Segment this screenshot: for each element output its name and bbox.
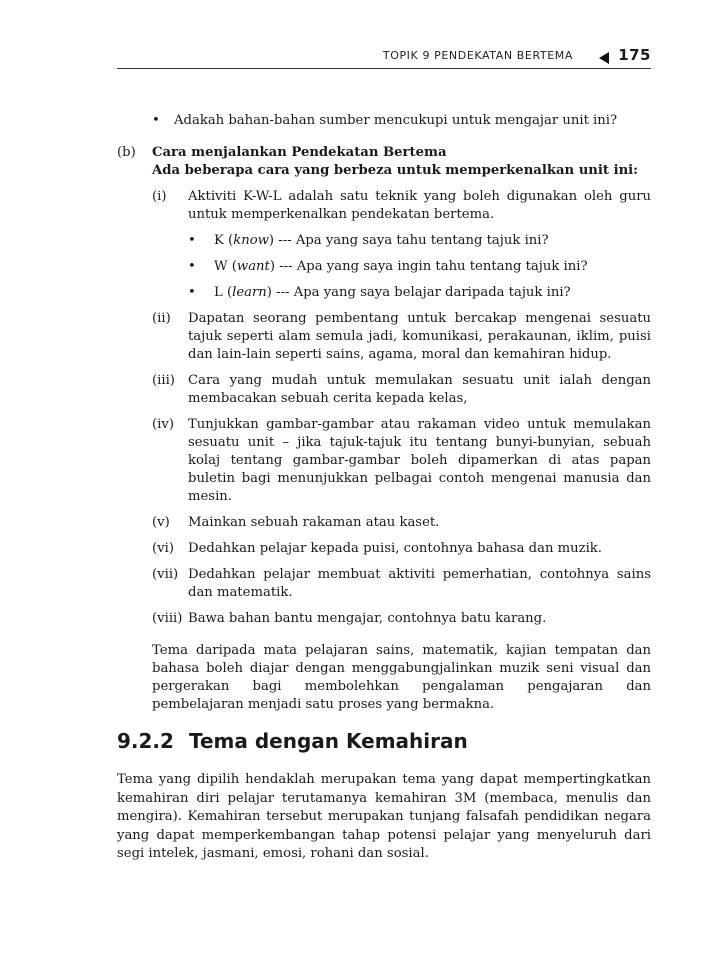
section-subheading: Ada beberapa cara yang berbeza untuk memperkenalkan unit ini: — [152, 163, 639, 178]
running-header-title: TOPIK 9 PENDEKATAN BERTEMA — [382, 49, 573, 62]
section-label: (b) — [117, 145, 136, 160]
kwl-letter: W ( — [214, 259, 237, 274]
kwl-word: know — [233, 233, 269, 248]
subsection-title: Tema dengan Kemahiran — [189, 729, 468, 753]
kwl-letter: K ( — [214, 233, 234, 248]
item-number: (iii) — [152, 373, 175, 388]
closing-paragraph: Tema daripada mata pelajaran sains, matematik, kajian tempatan dan bahasa boleh diajar dengan menggabungjalinkan muzik seni visual dan pergerakan bagi membolehkan pengalaman pengajaran dan pembelajaran menjadi satu proses yang bermakna. — [152, 643, 651, 712]
item-number: (vii) — [152, 567, 179, 582]
bullet-icon: • — [152, 113, 160, 128]
list-item — [117, 112, 651, 130]
kwl-rest: ) --- Apa yang saya ingin tahu tentang tajuk ini? — [269, 259, 588, 274]
subsection-number: 9.2.2 — [117, 729, 174, 753]
bullet-icon: • — [188, 285, 196, 300]
list-item — [152, 514, 651, 532]
item-text: Cara yang mudah untuk memulakan sesuatu unit ialah dengan membacakan sebuah cerita kepada kelas, — [188, 373, 651, 406]
list-item — [152, 540, 651, 558]
section-heading: Cara menjalankan Pendekatan Bertema — [152, 145, 447, 160]
item-number: (i) — [152, 189, 167, 204]
item-text: Dedahkan pelajar kepada puisi, contohnya bahasa dan muzik. — [188, 541, 602, 556]
header-divider — [117, 68, 651, 69]
item-text: Dapatan seorang pembentang untuk bercakap mengenai sesuatu tajuk seperti alam semula jadi, komunikasi, perakaunan, iklim, puisi dan lain-lain seperti sains, agama, moral dan kemahiran hidup. — [188, 311, 651, 362]
list-item — [152, 416, 651, 506]
body-paragraph: Tema yang dipilih hendaklah merupakan tema yang dapat mempertingkatkan kemahiran diri pelajar terutamanya kemahiran 3M (membaca, menulis dan mengira). Kemahiran tersebut merupakan tunjang falsafah pendidikan negara yang dapat memperkembangan tahap potensi pelajar yang menyeluruh dari segi intelek, jasmani, emosi, rohani dan sosial. — [117, 772, 651, 861]
list-item — [152, 610, 651, 628]
list-item — [152, 188, 651, 302]
list-item — [152, 310, 651, 364]
left-triangle-icon — [599, 52, 609, 64]
kwl-item-l — [188, 284, 651, 302]
kwl-item-k — [188, 232, 651, 250]
list-item — [152, 372, 651, 408]
item-text: Aktiviti K-W-L adalah satu teknik yang boleh digunakan oleh guru untuk memperkenalkan pendekatan bertema. — [188, 189, 651, 222]
kwl-rest: ) --- Apa yang saya tahu tentang tajuk ini? — [268, 233, 549, 248]
subsection-heading — [117, 729, 651, 753]
bullet-text: Adakah bahan-bahan sumber mencukupi untuk mengajar unit ini? — [174, 113, 618, 128]
section-b — [117, 144, 651, 714]
item-number: (iv) — [152, 417, 174, 432]
item-text: Bawa bahan bantu mengajar, contohnya batu karang. — [188, 611, 547, 626]
kwl-letter: L ( — [214, 285, 233, 300]
kwl-item-w — [188, 258, 651, 276]
kwl-rest: ) --- Apa yang saya belajar daripada tajuk ini? — [266, 285, 571, 300]
bullet-icon: • — [188, 233, 196, 248]
page-number: 175 — [618, 46, 651, 64]
kwl-word: want — [236, 259, 270, 274]
list-item — [152, 566, 651, 602]
kwl-list — [188, 232, 651, 302]
item-text: Tunjukkan gambar-gambar atau rakaman video untuk memulakan sesuatu unit – jika tajuk-tajuk itu tentang bunyi-bunyian, sebuah kolaj tentang gambar-gambar boleh dipamerkan di atas papan buletin bagi menunjukkan pelbagai contoh mengenai manusia dan mesin. — [188, 417, 651, 504]
item-number: (ii) — [152, 311, 171, 326]
item-text: Dedahkan pelajar membuat aktiviti pemerhatian, contohnya sains dan matematik. — [188, 567, 651, 600]
item-number: (v) — [152, 515, 170, 530]
page-header — [117, 46, 651, 68]
kwl-word: learn — [232, 285, 267, 300]
item-number: (vi) — [152, 541, 174, 556]
item-number: (viii) — [152, 611, 183, 626]
item-text: Mainkan sebuah rakaman atau kaset. — [188, 515, 440, 530]
bullet-icon: • — [188, 259, 196, 274]
main-content — [117, 112, 651, 714]
